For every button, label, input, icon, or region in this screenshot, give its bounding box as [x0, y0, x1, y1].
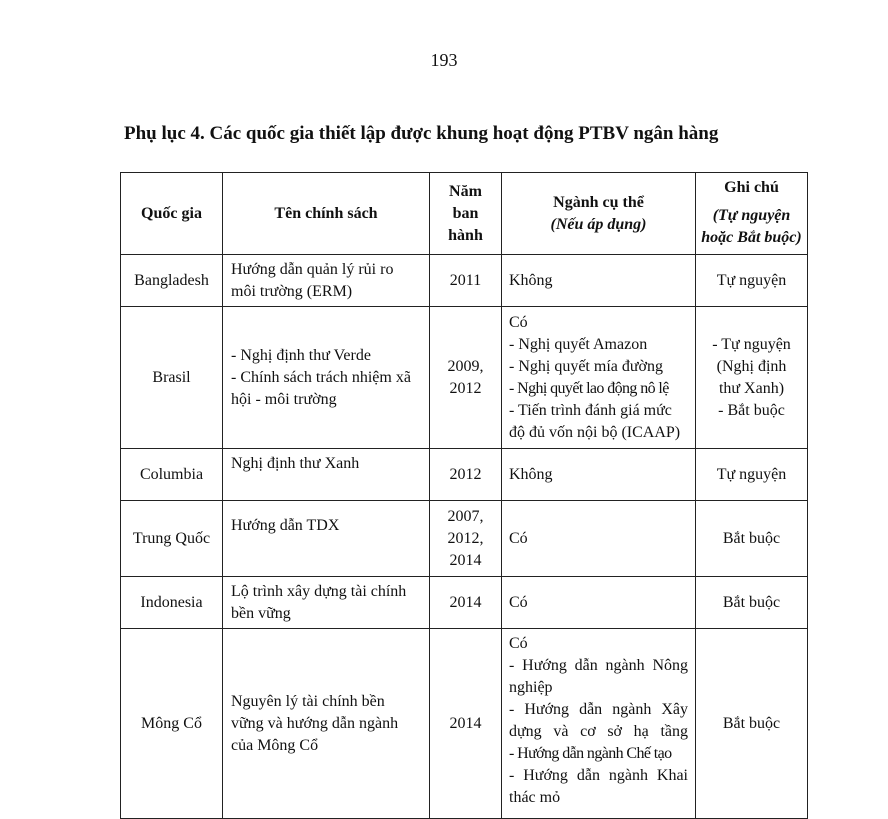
page-number: 193: [430, 50, 458, 70]
policy-line: Nguyên lý tài chính bền: [231, 692, 385, 710]
table-row: [121, 255, 808, 307]
header-note-label: Ghi chú: [724, 179, 779, 196]
policy-line: - Nghị định thư Verde: [231, 346, 371, 364]
policy-line: Nghị định thư Xanh: [231, 455, 360, 472]
sector-line: - Nghị quyết mía đường: [509, 357, 663, 375]
note-line: thư Xanh): [718, 379, 785, 397]
header-policy: Tên chính sách: [223, 173, 430, 255]
policy-line: Lộ trình xây dựng tài chính: [231, 583, 407, 600]
header-row: [121, 173, 808, 255]
header-year-line: ban: [452, 204, 479, 222]
policy-line: môi trường (ERM): [231, 283, 353, 300]
header-note-detail: hoặc Bắt buộc): [701, 229, 802, 246]
year-line: 2012,: [447, 529, 484, 547]
header-country: Quốc gia: [121, 173, 223, 255]
sector-line: - Hướng dẫn ngành Xây: [509, 701, 688, 718]
policy-cell: [223, 501, 430, 577]
note-cell: Tự nguyện: [696, 449, 808, 501]
note-line: - Bắt buộc: [718, 401, 785, 419]
sector-cell: Có: [502, 501, 696, 577]
note-line: - Tự nguyện: [712, 335, 791, 353]
sector-line: - Nghị quyết Amazon: [509, 335, 648, 353]
note-line: (Nghị định: [716, 357, 787, 375]
policy-line: bền vững: [231, 605, 291, 622]
table-row: [121, 307, 808, 449]
year-line: 2007,: [447, 507, 484, 525]
policy-cell: [223, 255, 430, 307]
sector-line: - Tiến trình đánh giá mức: [509, 401, 672, 419]
country-cell: Columbia: [121, 449, 223, 501]
year-line: 2014: [449, 551, 482, 569]
policy-table: [120, 172, 808, 819]
sector-cell: [502, 307, 696, 449]
policy-table-container: [120, 172, 808, 819]
country-cell: Brasil: [121, 307, 223, 449]
sector-line: - Hướng dẫn ngành Chế tạo: [509, 745, 672, 762]
header-year-line: hành: [448, 226, 483, 244]
note-cell: Bắt buộc: [696, 577, 808, 629]
year-cell: 2011: [430, 255, 502, 307]
sector-line: Có: [509, 313, 528, 331]
sector-cell: Không: [502, 255, 696, 307]
policy-cell: [223, 577, 430, 629]
note-cell: Tự nguyện: [696, 255, 808, 307]
year-cell: 2014: [430, 577, 502, 629]
table-row: [121, 629, 808, 819]
header-sector-label: Ngành cụ thể: [553, 193, 644, 211]
sector-line: - Hướng dẫn ngành Khai: [509, 767, 688, 784]
sector-cell: Không: [502, 449, 696, 501]
policy-cell: [223, 629, 430, 819]
year-cell: 2014: [430, 629, 502, 819]
country-cell: Mông Cổ: [121, 629, 223, 819]
sector-line: - Hướng dẫn ngành Nông: [509, 657, 688, 674]
sector-line: - Nghị quyết lao động nô lệ: [509, 379, 669, 397]
policy-cell: [223, 449, 430, 501]
note-cell: Bắt buộc: [696, 501, 808, 577]
table-row: [121, 577, 808, 629]
policy-line: Hướng dẫn TDX: [231, 517, 340, 534]
table-row: [121, 449, 808, 501]
country-cell: Bangladesh: [121, 255, 223, 307]
table-row: [121, 501, 808, 577]
country-cell: Indonesia: [121, 577, 223, 629]
policy-cell: [223, 307, 430, 449]
note-cell: [696, 307, 808, 449]
policy-line: hội - môi trường: [231, 390, 337, 408]
header-sector-note: (Nếu áp dụng): [550, 215, 647, 233]
sector-line: Có: [509, 635, 528, 652]
header-sector: [502, 173, 696, 255]
sector-cell: [502, 629, 696, 819]
policy-line: - Chính sách trách nhiệm xã: [231, 368, 411, 386]
header-year-line: Năm: [449, 182, 482, 200]
policy-line: của Mông Cổ: [231, 736, 319, 754]
year-cell: [430, 501, 502, 577]
sector-line: độ đủ vốn nội bộ (ICAAP): [509, 423, 681, 441]
year-line: 2009,: [447, 357, 484, 375]
sector-line: nghiệp: [509, 679, 553, 696]
sector-line: thác mỏ: [509, 789, 561, 806]
policy-line: vững và hướng dẫn ngành: [231, 714, 399, 732]
year-line: 2012: [449, 379, 482, 397]
sector-line: dựng và cơ sở hạ tầng: [509, 723, 688, 740]
header-note-detail: (Tự nguyện: [712, 207, 791, 224]
year-cell: 2012: [430, 449, 502, 501]
header-year: [430, 173, 502, 255]
appendix-title: Phụ lục 4. Các quốc gia thiết lập được khung hoạt động PTBV ngân hàng: [124, 123, 719, 144]
header-note: [696, 173, 808, 255]
sector-cell: Có: [502, 577, 696, 629]
year-cell: [430, 307, 502, 449]
policy-line: Hướng dẫn quản lý rủi ro: [231, 261, 394, 278]
note-cell: Bắt buộc: [696, 629, 808, 819]
country-cell: Trung Quốc: [121, 501, 223, 577]
